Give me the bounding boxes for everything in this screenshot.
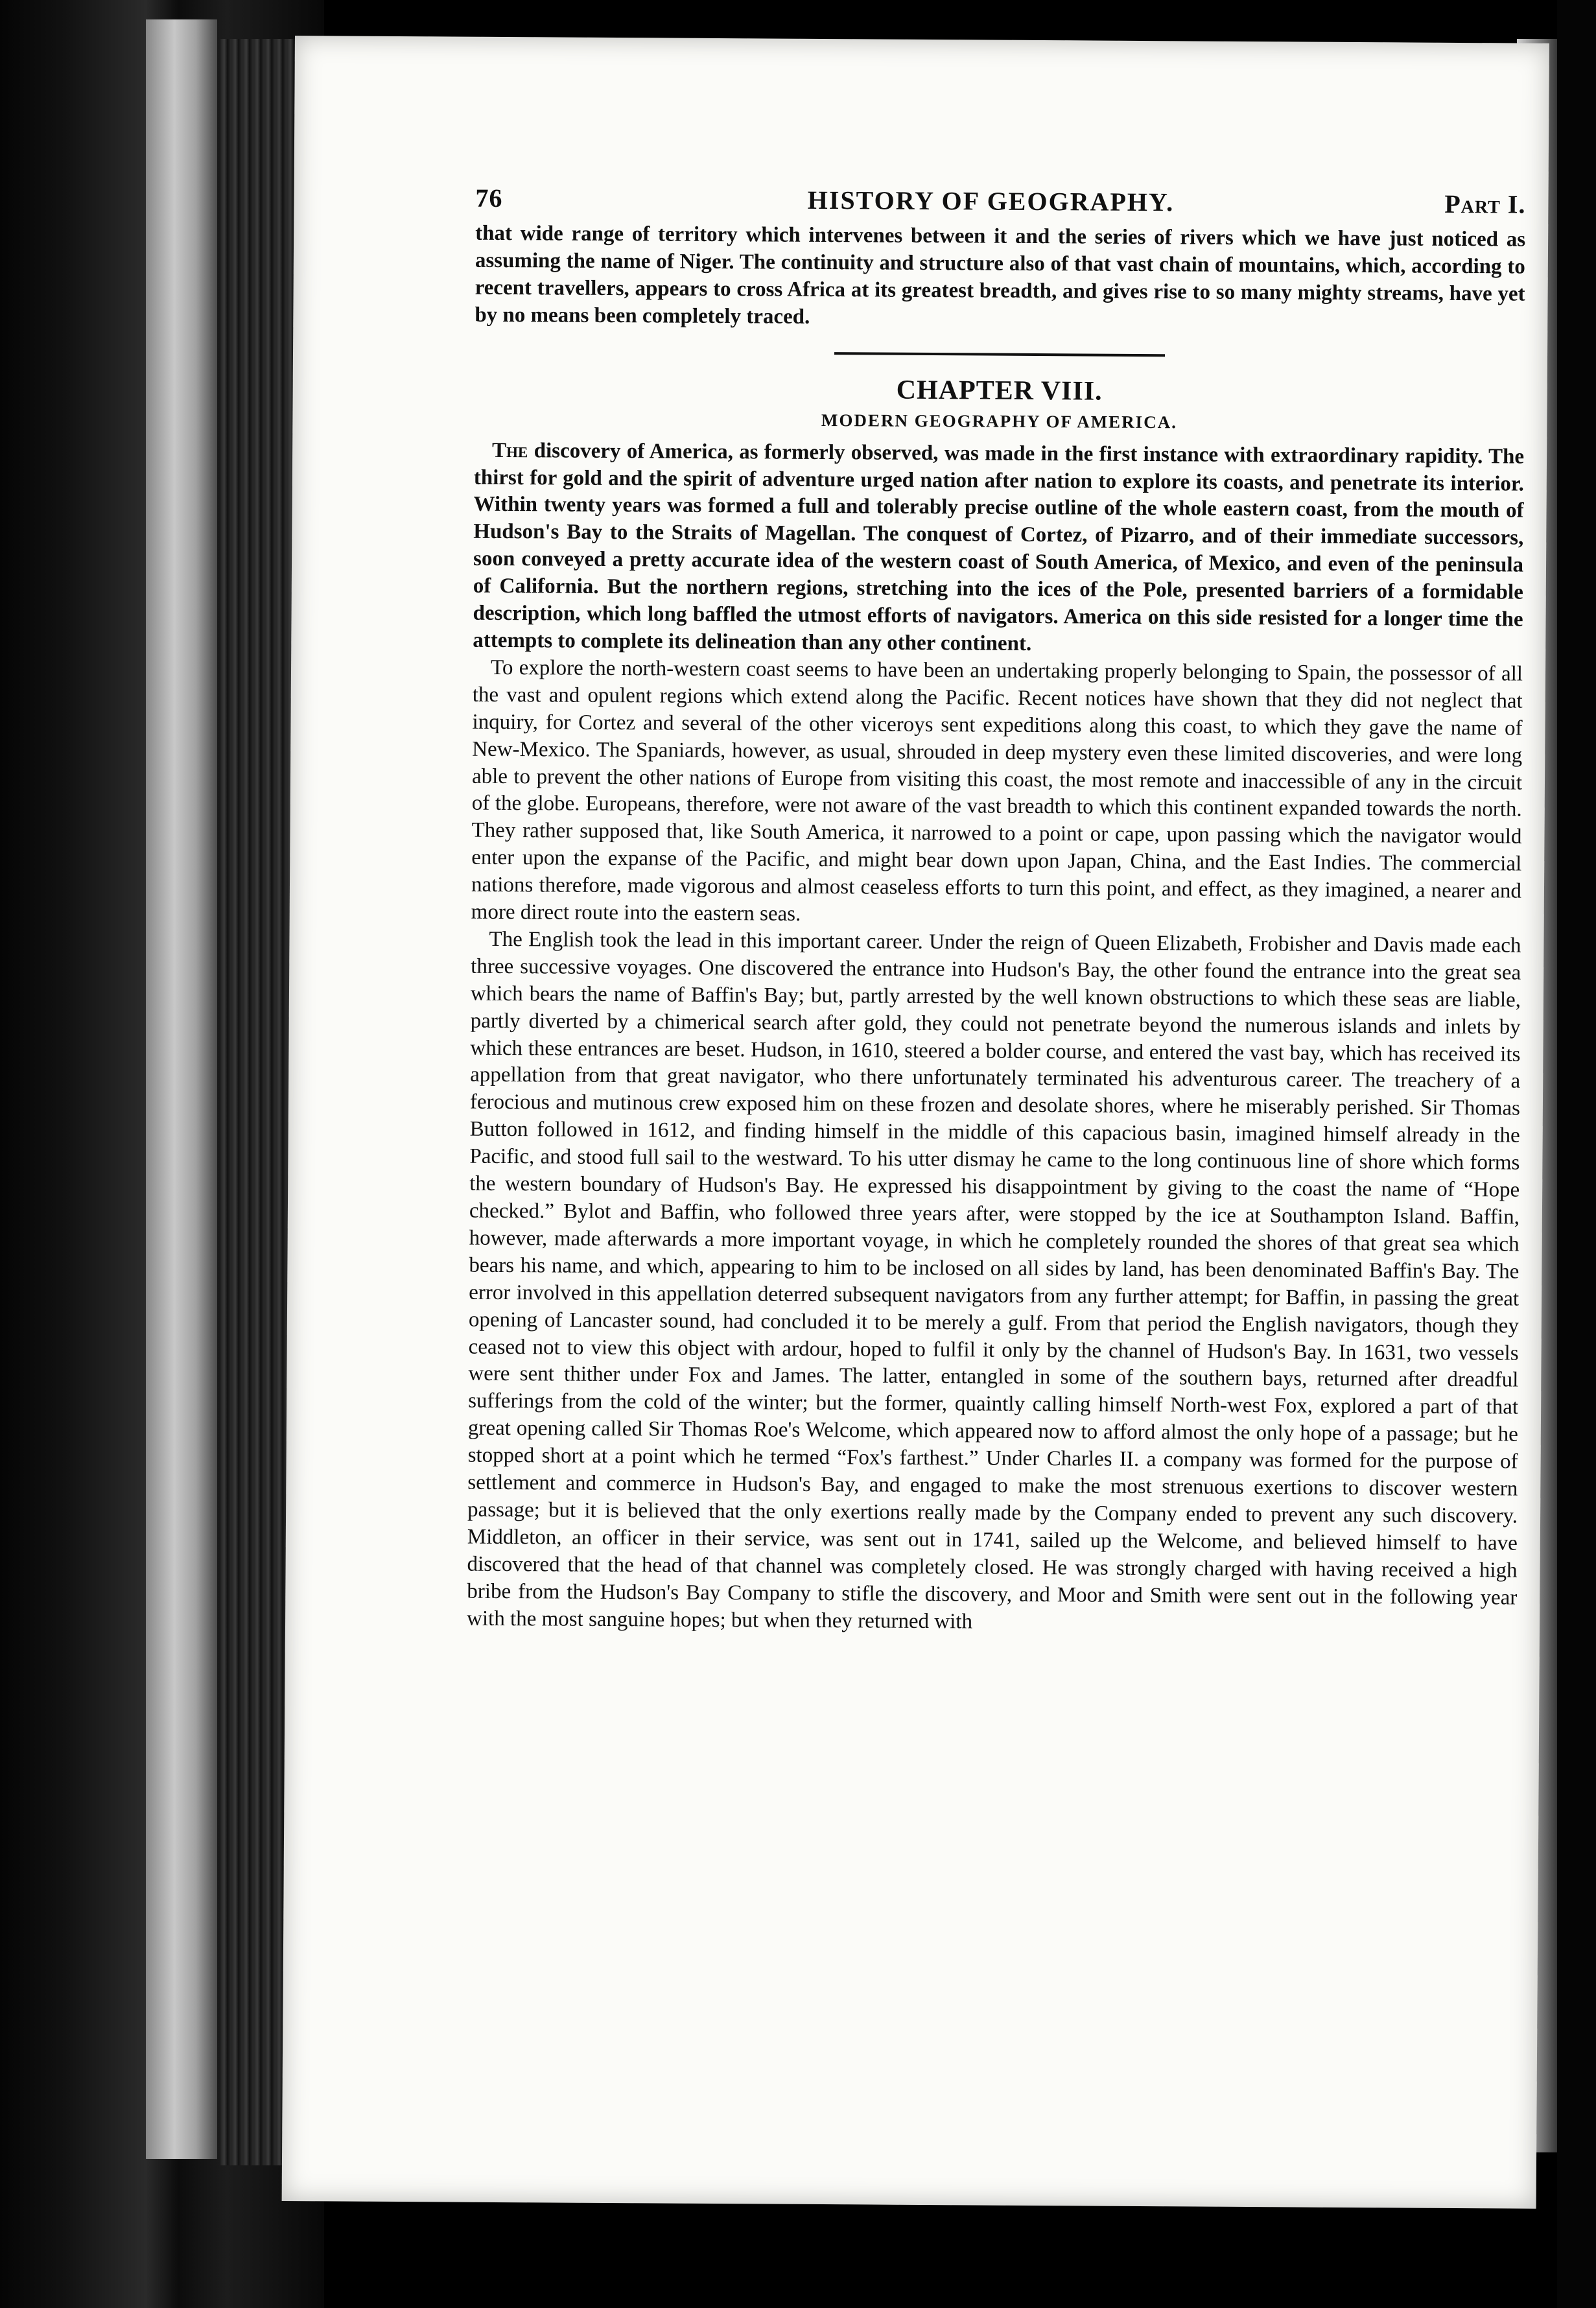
page-number: 76 — [475, 183, 503, 213]
book-page — [282, 36, 1549, 2209]
paragraph-2: To explore the north-western coast seems to have been an undertaking properly belonging to Spain, the possessor of all the vast and opulent regions which extend along the Pacific. Recent notices have shown that they did not neglect that inquiry, for Cortez and several of the other viceroys sent expeditions along this coast, to which they gave the name of New-Mexico. The Spaniards, however, as usual, shrouded in deep mystery even these limited discoveries, and were long able to prevent the other nations of Europe from visiting this coast, the most remote and inaccessible of any in the circuit of the globe. Europeans, therefore, were not aware of the vast breadth to which this continent expanded towards the north. They rather supposed that, like South America, it narrowed to a point or cape, upon passing which the navigator would enter upon the expanse of the Pacific, and might bear down upon Japan, China, and the East Indies. The commercial nations therefore, made vigorous and almost ceaseless efforts to turn this point, and effect, as they imagined, a nearer and more direct route into the eastern seas. — [471, 655, 1523, 926]
chapter-title: CHAPTER VIII. — [896, 375, 1103, 406]
binding-edge — [146, 19, 217, 2159]
chapter-rule — [834, 352, 1165, 357]
paragraph-1-text: discovery of America, as formerly observed, was made in the first instance with extraordinary rapidity. The thirst for gold and the spirit of adventure urged nation after nation to explore its coasts, and penetrate its interior. Within twenty years was formed a full and tolerably precise outline of the whole eastern coast, from the mouth of Hudson's Bay to the Straits of Magellan. The conquest of Cortez, of Pizarro, and of their immediate successors, soon conveyed a pretty accurate idea of the western coast of South America, of Mexico, and even of the peninsula of California. But the northern regions, stretching into the ices of the Pole, presented barriers of a formidable description, which long baffled the utmost efforts of navigators. America on this side resisted for a longer time the attempts to complete its delineation than any other continent. — [473, 438, 1525, 655]
page-content — [467, 183, 1526, 1639]
paragraph-1 — [473, 437, 1524, 661]
paragraph-lead-word: The — [491, 438, 528, 462]
right-dark-edge — [1557, 0, 1596, 2308]
continuation-paragraph: that wide range of territory which intervenes between it and the series of rivers which we have just noticed as assuming the name of Niger. The continuity and structure also of that vast chain of mountains, which, according to recent travellers, appears to cross Africa at its greatest breadth, and gives rise to so many mighty streams, have yet by no means been completely traced. — [475, 221, 1526, 329]
paragraph-3: The English took the lead in this important career. Under the reign of Queen Elizabeth, Frobisher and Davis made each three successive voyages. One discovered the entrance into Hudson's Bay, the other found the entrance into the great sea which bears the name of Baffin's Bay; but, partly arrested by the well known obstructions to which these seas are liable, partly diverted by a chimerical search after gold, they could not penetrate beyond the numerous islands and inlets by which these entrances are beset. Hudson, in 1610, steered a bolder course, and entered the vast bay, which has received its appellation from that great navigator, who there unfortunately terminated his adventurous career. The treachery of a ferocious and mutinous crew exposed him on these frozen and desolate shores, where he miserably perished. Sir Thomas Button followed in 1612, and finding himself in the middle of this capacious basin, imagined himself already in the Pacific, and stood full sail to the westward. To his utter dismay he came to the long continuous line of shore which forms the western boundary of Hudson's Bay. He expressed his disappointment by giving to the coast the name of “Hope checked.” Bylot and Baffin, who followed three years after, were stopped by the ice at Southampton Island. Baffin, however, made afterwards a more important voyage, in which he completely rounded the shores of that great sea which bears his name, and which, appearing to him to be inclosed on all sides by land, has been denominated Baffin's Bay. The error involved in this appellation deterred subsequent navigators from any further attempt; for Baffin, in passing the great opening of Lancaster sound, had concluded it to be merely a gulf. From that period the English navigators, though they ceased not to view this object with ardour, hoped to fulfil it only by the channel of Hudson's Bay. In 1631, two vessels were sent thither under Fox and James. The latter, entangled in some of the southern bays, returned after dreadful sufferings from the cold of the winter; but the former, quaintly calling himself North-west Fox, explored a part of that great opening called Sir Thomas Roe's Welcome, which appeared now to afford almost the only hope of a passage; but he stopped short at a point which he termed “Fox's farthest.” Under Charles II. a company was formed for the purpose of settlement and commerce in Hudson's Bay, and engaged to make the most strenuous exertions to discover western passage; but it is believed that the only exertions really made by the Company ended to prevent any such discovery. Middleton, an officer in their service, was sent out in 1741, sailed up the Welcome, and believed himself to have discovered that the head of that channel was completely closed. He was strongly charged with having received a high bribe from the Hudson's Bay Company to stifle the discovery, and Moor and Smith were sent out in the following year with the most sanguine hopes; but when they returned with — [466, 927, 1521, 1634]
part-label: Part I. — [1444, 189, 1526, 219]
running-title: HISTORY OF GEOGRAPHY. — [807, 185, 1175, 217]
running-header — [475, 183, 1525, 227]
chapter-subtitle: MODERN GEOGRAPHY OF AMERICA. — [821, 410, 1177, 432]
